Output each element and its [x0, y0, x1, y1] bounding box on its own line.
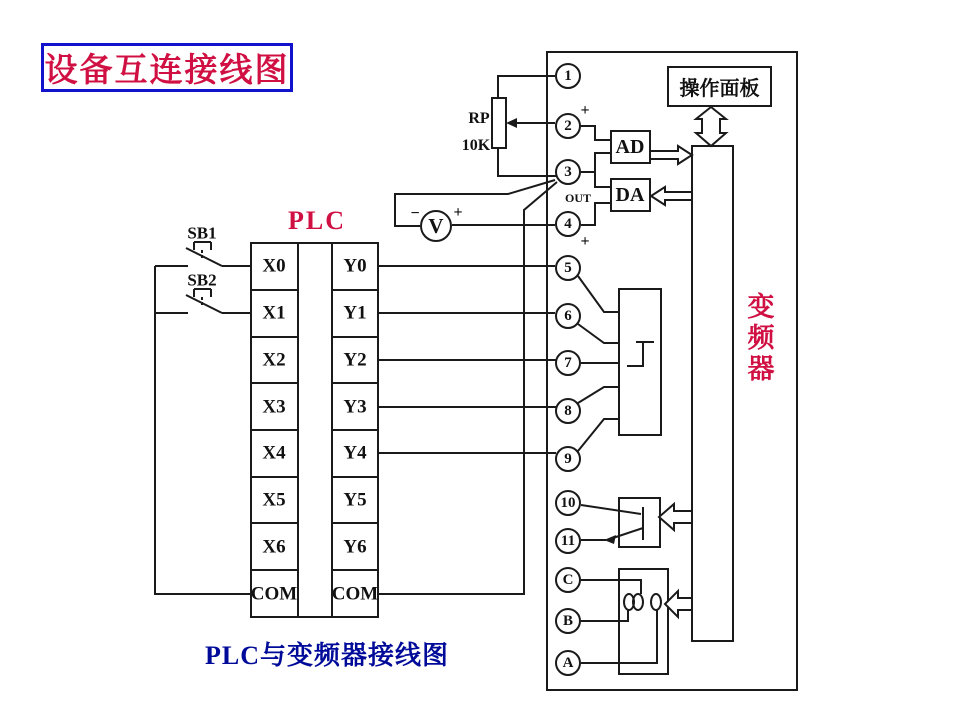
inverter-bus-bar	[692, 146, 733, 641]
plc-cell-y4: Y4	[343, 442, 367, 464]
step-signal-icon	[627, 342, 654, 366]
open-collector-block	[619, 498, 660, 547]
transistor-output-symbol	[581, 505, 643, 540]
voltmeter-plus-sign: +	[453, 204, 463, 221]
potentiometer-body	[492, 98, 506, 148]
plc-cell-x4: X4	[262, 442, 286, 464]
terminal-b: B	[555, 608, 581, 634]
terminal-3: 3	[555, 159, 581, 185]
terminal-9: 9	[555, 446, 581, 472]
bottom-caption: PLC与变频器接线图	[204, 641, 450, 670]
digital-input-block	[619, 289, 661, 435]
plc-cell-x1: X1	[262, 302, 286, 324]
potentiometer-value: 10K	[461, 137, 491, 154]
ad-to-bus-arrow-icon	[650, 146, 692, 164]
ad-da-terminal-wires	[581, 126, 611, 225]
terminal-8: 8	[555, 398, 581, 424]
sb1-label: SB1	[187, 223, 217, 243]
operation-panel-box	[667, 66, 772, 107]
sb2-label: SB2	[187, 270, 217, 290]
plc-cell-x2: X2	[262, 349, 286, 371]
sb2-pushbutton-symbol	[186, 289, 222, 313]
plc-box-bridge-lines	[298, 243, 332, 617]
terminal-1: 1	[555, 63, 581, 89]
terminal-2: 2	[555, 113, 581, 139]
plc-cell-x6: X6	[262, 536, 286, 558]
potentiometer-label: RP	[468, 110, 490, 127]
plc-cell-x0: X0	[262, 255, 286, 277]
inverter-label: 变频器	[747, 292, 775, 384]
com-to-terminal3-wire	[378, 182, 557, 594]
voltmeter	[420, 210, 452, 242]
transistor-arrowhead-icon	[604, 535, 616, 544]
panel-bus-double-arrow-icon	[696, 107, 726, 146]
plc-cell-x5: X5	[262, 489, 286, 511]
bus-to-relay-arrow-icon	[665, 591, 692, 617]
wiper-arrowhead-icon	[506, 118, 517, 128]
plc-cell-dividers	[251, 290, 378, 570]
sb1-pushbutton-symbol	[186, 242, 222, 266]
slide-title: 设备互连接线图	[44, 53, 290, 89]
ad-label: AD	[615, 136, 645, 158]
output-wires-y0-y4	[378, 266, 556, 453]
analog-out-plus-sign: +	[580, 233, 590, 250]
plc-label: PLC	[288, 206, 346, 235]
operation-panel-label: 操作面板	[679, 78, 760, 100]
terminal-c: C	[555, 567, 581, 593]
relay-contact-icon	[651, 594, 661, 610]
terminal-to-digital-block-wires	[578, 276, 619, 451]
input-side-wires	[155, 266, 251, 594]
terminal-5: 5	[555, 255, 581, 281]
terminal-6: 6	[555, 303, 581, 329]
plc-cell-y3: Y3	[343, 396, 367, 418]
terminal-a: A	[555, 650, 581, 676]
terminal-7: 7	[555, 350, 581, 376]
plc-cell-y0: Y0	[343, 255, 367, 277]
terminal-10: 10	[555, 490, 581, 516]
analog-in-plus-sign: +	[580, 102, 590, 119]
terminal-4: 4	[555, 211, 581, 237]
plc-cell-x3: X3	[262, 396, 286, 418]
terminal-11: 11	[555, 528, 581, 554]
out-label: OUT	[564, 191, 592, 205]
plc-cell-y5: Y5	[343, 489, 367, 511]
bus-to-output-arrow-icon	[659, 504, 692, 530]
bus-to-da-arrow-icon	[651, 187, 692, 205]
plc-cell-com-left: COM	[250, 583, 298, 605]
da-label: DA	[615, 184, 645, 206]
slide-title-box	[41, 43, 293, 92]
plc-cell-y2: Y2	[343, 349, 367, 371]
voltmeter-label: V	[428, 213, 444, 238]
voltmeter-minus-sign: −	[410, 205, 420, 222]
plc-cell-y6: Y6	[343, 536, 367, 558]
plc-cell-com-right: COM	[331, 583, 379, 605]
plc-cell-y1: Y1	[343, 302, 367, 324]
